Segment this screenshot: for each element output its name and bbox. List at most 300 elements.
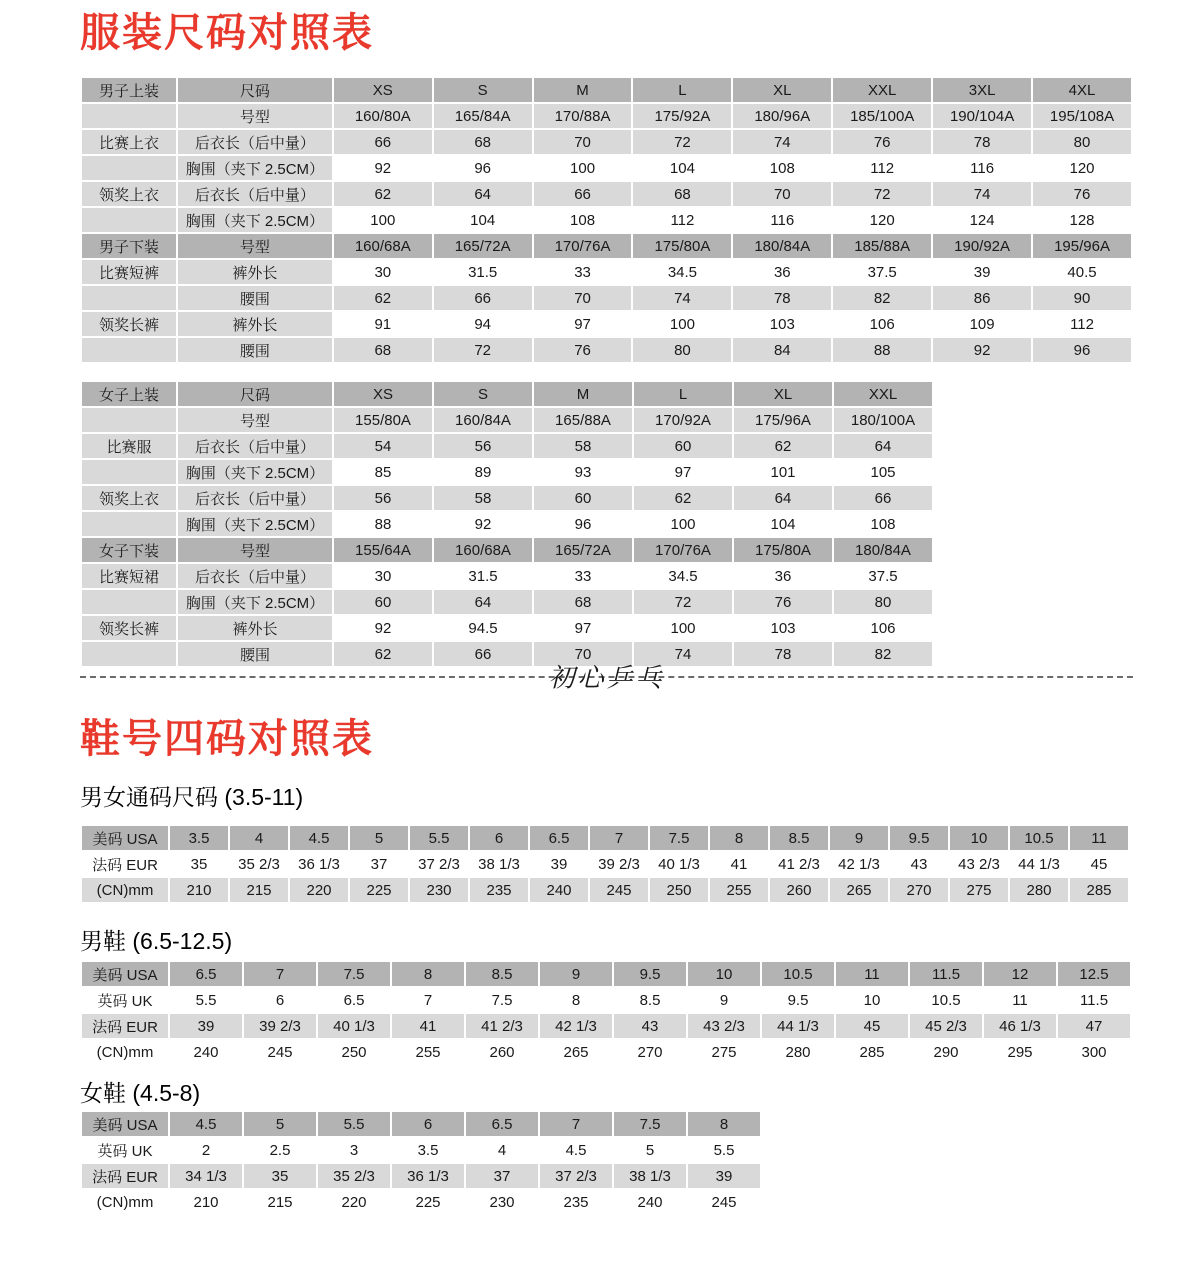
women-clothing-size-table-grid bbox=[80, 380, 934, 668]
value-cell: 92 bbox=[433, 511, 533, 537]
value-cell: 39 bbox=[932, 259, 1032, 285]
value-cell: 54 bbox=[333, 433, 433, 459]
table-row bbox=[81, 1013, 1131, 1039]
value-cell: 6.5 bbox=[529, 825, 589, 851]
value-cell: XL bbox=[732, 77, 832, 103]
value-cell: 66 bbox=[833, 485, 933, 511]
value-cell: 100 bbox=[633, 615, 733, 641]
value-cell: 4.5 bbox=[169, 1111, 243, 1137]
value-cell: 94 bbox=[433, 311, 533, 337]
value-cell: 10 bbox=[835, 987, 909, 1013]
row-label-cell: 腰围 bbox=[177, 285, 333, 311]
row-label-cell: (CN)mm bbox=[81, 1189, 169, 1215]
table-row bbox=[81, 181, 1132, 207]
row-label-cell: 美码 USA bbox=[81, 1111, 169, 1137]
row-label-cell: 英码 UK bbox=[81, 1137, 169, 1163]
row-label-cell: 胸围（夹下 2.5CM） bbox=[177, 155, 333, 181]
row-label-cell: 号型 bbox=[177, 233, 333, 259]
table-row bbox=[81, 563, 933, 589]
value-cell: M bbox=[533, 381, 633, 407]
row-label-cell: 英码 UK bbox=[81, 987, 169, 1013]
value-cell: 5.5 bbox=[409, 825, 469, 851]
value-cell: 100 bbox=[533, 155, 633, 181]
value-cell: 72 bbox=[433, 337, 533, 363]
row-label-cell: 腰围 bbox=[177, 641, 333, 667]
value-cell: 270 bbox=[613, 1039, 687, 1065]
value-cell: 93 bbox=[533, 459, 633, 485]
table-row bbox=[81, 589, 933, 615]
value-cell: 41 2/3 bbox=[465, 1013, 539, 1039]
value-cell: 165/72A bbox=[533, 537, 633, 563]
value-cell: 106 bbox=[833, 615, 933, 641]
row-label-cell: 裤外长 bbox=[177, 615, 333, 641]
table-row bbox=[81, 511, 933, 537]
value-cell: 109 bbox=[932, 311, 1032, 337]
value-cell: 215 bbox=[229, 877, 289, 903]
value-cell: S bbox=[433, 77, 533, 103]
value-cell: 78 bbox=[732, 285, 832, 311]
value-cell: 35 bbox=[169, 851, 229, 877]
value-cell: 4 bbox=[465, 1137, 539, 1163]
value-cell: 108 bbox=[732, 155, 832, 181]
value-cell: 66 bbox=[433, 285, 533, 311]
value-cell: 70 bbox=[533, 129, 633, 155]
value-cell: 43 2/3 bbox=[949, 851, 1009, 877]
value-cell: 2 bbox=[169, 1137, 243, 1163]
value-cell: 8.5 bbox=[769, 825, 829, 851]
row-label-cell: 领奖长裤 bbox=[81, 615, 177, 641]
value-cell: 76 bbox=[1032, 181, 1132, 207]
value-cell: 72 bbox=[832, 181, 932, 207]
value-cell: 255 bbox=[391, 1039, 465, 1065]
value-cell: 84 bbox=[732, 337, 832, 363]
women-clothing-size-table bbox=[80, 380, 1133, 668]
value-cell: 85 bbox=[333, 459, 433, 485]
value-cell: 10.5 bbox=[909, 987, 983, 1013]
value-cell: 180/84A bbox=[732, 233, 832, 259]
value-cell: 11.5 bbox=[909, 961, 983, 987]
value-cell: 195/96A bbox=[1032, 233, 1132, 259]
value-cell: 43 2/3 bbox=[687, 1013, 761, 1039]
value-cell: 103 bbox=[733, 615, 833, 641]
men-shoe-size-table-grid bbox=[80, 960, 1132, 1066]
value-cell: 94.5 bbox=[433, 615, 533, 641]
row-label-cell: 裤外长 bbox=[177, 259, 333, 285]
value-cell: 97 bbox=[633, 459, 733, 485]
value-cell: 92 bbox=[333, 155, 433, 181]
value-cell: 47 bbox=[1057, 1013, 1131, 1039]
shoe-section-title: 鞋号四码对照表 bbox=[80, 717, 374, 761]
value-cell: 6.5 bbox=[465, 1111, 539, 1137]
women-shoe-subtitle: 女鞋 (4.5-8) bbox=[80, 1080, 201, 1106]
value-cell: 70 bbox=[533, 641, 633, 667]
value-cell: 165/72A bbox=[433, 233, 533, 259]
value-cell: 12.5 bbox=[1057, 961, 1131, 987]
row-label-cell: 男子下装 bbox=[81, 233, 177, 259]
row-label-cell: 领奖长裤 bbox=[81, 311, 177, 337]
value-cell: XXL bbox=[833, 381, 933, 407]
value-cell: 155/80A bbox=[333, 407, 433, 433]
value-cell: 88 bbox=[832, 337, 932, 363]
value-cell: 160/68A bbox=[333, 233, 433, 259]
table-row bbox=[81, 77, 1132, 103]
value-cell: 175/80A bbox=[632, 233, 732, 259]
value-cell: 104 bbox=[632, 155, 732, 181]
value-cell: 175/92A bbox=[632, 103, 732, 129]
table-row bbox=[81, 825, 1129, 851]
value-cell: 240 bbox=[169, 1039, 243, 1065]
value-cell: 78 bbox=[733, 641, 833, 667]
value-cell: 10.5 bbox=[761, 961, 835, 987]
value-cell: 42 1/3 bbox=[829, 851, 889, 877]
value-cell: 10 bbox=[687, 961, 761, 987]
value-cell: 60 bbox=[533, 485, 633, 511]
row-label-cell: 比赛服 bbox=[81, 433, 177, 459]
value-cell: 35 2/3 bbox=[229, 851, 289, 877]
value-cell: 100 bbox=[333, 207, 433, 233]
value-cell: 7 bbox=[243, 961, 317, 987]
value-cell: 225 bbox=[349, 877, 409, 903]
value-cell: 5.5 bbox=[169, 987, 243, 1013]
value-cell: 76 bbox=[733, 589, 833, 615]
value-cell: 9 bbox=[829, 825, 889, 851]
value-cell: 245 bbox=[589, 877, 649, 903]
table-row bbox=[81, 337, 1132, 363]
value-cell: 96 bbox=[533, 511, 633, 537]
value-cell: 39 bbox=[687, 1163, 761, 1189]
row-label-cell: 男子上装 bbox=[81, 77, 177, 103]
value-cell: 37 2/3 bbox=[409, 851, 469, 877]
value-cell: 108 bbox=[533, 207, 633, 233]
table-row bbox=[81, 485, 933, 511]
value-cell: 34.5 bbox=[633, 563, 733, 589]
value-cell: 62 bbox=[633, 485, 733, 511]
value-cell: 8 bbox=[391, 961, 465, 987]
value-cell: 36 1/3 bbox=[391, 1163, 465, 1189]
value-cell: 160/84A bbox=[433, 407, 533, 433]
women-shoe-size-table bbox=[80, 1110, 1133, 1216]
value-cell: 295 bbox=[983, 1039, 1057, 1065]
value-cell: 74 bbox=[633, 641, 733, 667]
value-cell: 36 1/3 bbox=[289, 851, 349, 877]
row-label-cell: 号型 bbox=[177, 537, 333, 563]
value-cell: 41 bbox=[391, 1013, 465, 1039]
table-row bbox=[81, 1111, 761, 1137]
table-row bbox=[81, 207, 1132, 233]
value-cell: 40 1/3 bbox=[649, 851, 709, 877]
value-cell: 210 bbox=[169, 1189, 243, 1215]
table-row bbox=[81, 233, 1132, 259]
row-label-cell: 胸围（夹下 2.5CM） bbox=[177, 589, 333, 615]
value-cell: 39 bbox=[529, 851, 589, 877]
value-cell: 5.5 bbox=[317, 1111, 391, 1137]
value-cell: 240 bbox=[613, 1189, 687, 1215]
table-row bbox=[81, 311, 1132, 337]
value-cell: 43 bbox=[613, 1013, 687, 1039]
value-cell: 255 bbox=[709, 877, 769, 903]
table-row bbox=[81, 537, 933, 563]
value-cell: 260 bbox=[465, 1039, 539, 1065]
men-clothing-size-table bbox=[80, 76, 1133, 364]
unisex-shoe-size-table bbox=[80, 824, 1133, 904]
value-cell: 5 bbox=[243, 1111, 317, 1137]
row-label-cell: 后衣长（后中量） bbox=[177, 563, 333, 589]
value-cell: 160/68A bbox=[433, 537, 533, 563]
value-cell: 64 bbox=[433, 181, 533, 207]
value-cell: XXL bbox=[832, 77, 932, 103]
row-label-cell: 后衣长（后中量） bbox=[177, 433, 333, 459]
value-cell: 90 bbox=[1032, 285, 1132, 311]
value-cell: 6.5 bbox=[317, 987, 391, 1013]
value-cell: 58 bbox=[433, 485, 533, 511]
value-cell: 4.5 bbox=[289, 825, 349, 851]
value-cell: 225 bbox=[391, 1189, 465, 1215]
table-row bbox=[81, 1137, 761, 1163]
value-cell: 101 bbox=[733, 459, 833, 485]
value-cell: 30 bbox=[333, 563, 433, 589]
value-cell: 265 bbox=[829, 877, 889, 903]
value-cell: 56 bbox=[333, 485, 433, 511]
value-cell: 8 bbox=[539, 987, 613, 1013]
value-cell: 170/76A bbox=[533, 233, 633, 259]
value-cell: 68 bbox=[632, 181, 732, 207]
value-cell: 56 bbox=[433, 433, 533, 459]
row-label-cell: 号型 bbox=[177, 103, 333, 129]
value-cell: 210 bbox=[169, 877, 229, 903]
value-cell: 285 bbox=[835, 1039, 909, 1065]
value-cell: 70 bbox=[533, 285, 633, 311]
value-cell: M bbox=[533, 77, 633, 103]
value-cell: 9 bbox=[687, 987, 761, 1013]
value-cell: 96 bbox=[1032, 337, 1132, 363]
value-cell: 40.5 bbox=[1032, 259, 1132, 285]
value-cell: 6 bbox=[243, 987, 317, 1013]
value-cell: 89 bbox=[433, 459, 533, 485]
value-cell: 116 bbox=[732, 207, 832, 233]
value-cell: 9.5 bbox=[889, 825, 949, 851]
value-cell: 58 bbox=[533, 433, 633, 459]
value-cell: 275 bbox=[949, 877, 1009, 903]
value-cell: 88 bbox=[333, 511, 433, 537]
row-label-cell: 领奖上衣 bbox=[81, 485, 177, 511]
value-cell: 68 bbox=[533, 589, 633, 615]
men-shoe-subtitle: 男鞋 (6.5-12.5) bbox=[80, 928, 233, 954]
value-cell: 120 bbox=[1032, 155, 1132, 181]
value-cell: 36 bbox=[732, 259, 832, 285]
value-cell: 2.5 bbox=[243, 1137, 317, 1163]
value-cell: 11 bbox=[1069, 825, 1129, 851]
value-cell: 280 bbox=[761, 1039, 835, 1065]
value-cell: 175/80A bbox=[733, 537, 833, 563]
row-label-cell: (CN)mm bbox=[81, 877, 169, 903]
value-cell: 9 bbox=[539, 961, 613, 987]
row-label-cell: 尺码 bbox=[177, 77, 333, 103]
unisex-shoe-group bbox=[80, 784, 1133, 904]
row-label-cell: 女子上装 bbox=[81, 381, 177, 407]
value-cell: 91 bbox=[333, 311, 433, 337]
men-shoe-group bbox=[80, 928, 1133, 1066]
value-cell: 265 bbox=[539, 1039, 613, 1065]
value-cell: 220 bbox=[317, 1189, 391, 1215]
row-label-cell bbox=[81, 337, 177, 363]
value-cell: 33 bbox=[533, 563, 633, 589]
value-cell: 170/92A bbox=[633, 407, 733, 433]
value-cell: 42 1/3 bbox=[539, 1013, 613, 1039]
unisex-shoe-size-table-grid bbox=[80, 824, 1130, 904]
value-cell: 9.5 bbox=[761, 987, 835, 1013]
value-cell: 10 bbox=[949, 825, 1009, 851]
value-cell: 82 bbox=[833, 641, 933, 667]
value-cell: 31.5 bbox=[433, 259, 533, 285]
table-row bbox=[81, 1163, 761, 1189]
value-cell: 185/88A bbox=[832, 233, 932, 259]
value-cell: 8.5 bbox=[613, 987, 687, 1013]
row-label-cell: 裤外长 bbox=[177, 311, 333, 337]
women-shoe-size-table-grid bbox=[80, 1110, 762, 1216]
row-label-cell: 美码 USA bbox=[81, 825, 169, 851]
row-label-cell: 法码 EUR bbox=[81, 1163, 169, 1189]
value-cell: 5.5 bbox=[687, 1137, 761, 1163]
value-cell: 7.5 bbox=[613, 1111, 687, 1137]
value-cell: 92 bbox=[333, 615, 433, 641]
value-cell: 80 bbox=[632, 337, 732, 363]
row-label-cell bbox=[81, 511, 177, 537]
unisex-shoe-subtitle: 男女通码尺码 (3.5-11) bbox=[80, 784, 304, 810]
table-row bbox=[81, 459, 933, 485]
value-cell: 34 1/3 bbox=[169, 1163, 243, 1189]
table-row bbox=[81, 615, 933, 641]
value-cell: 240 bbox=[529, 877, 589, 903]
value-cell: 104 bbox=[433, 207, 533, 233]
value-cell: 250 bbox=[649, 877, 709, 903]
value-cell: 45 bbox=[835, 1013, 909, 1039]
value-cell: 97 bbox=[533, 615, 633, 641]
value-cell: 66 bbox=[533, 181, 633, 207]
row-label-cell: 胸围（夹下 2.5CM） bbox=[177, 207, 333, 233]
value-cell: 220 bbox=[289, 877, 349, 903]
value-cell: 40 1/3 bbox=[317, 1013, 391, 1039]
row-label-cell bbox=[81, 207, 177, 233]
value-cell: 116 bbox=[932, 155, 1032, 181]
table-row bbox=[81, 285, 1132, 311]
watermark-text: 初心乒乓 bbox=[548, 663, 665, 694]
value-cell: 39 bbox=[169, 1013, 243, 1039]
value-cell: 97 bbox=[533, 311, 633, 337]
row-label-cell: 尺码 bbox=[177, 381, 333, 407]
value-cell: 120 bbox=[832, 207, 932, 233]
row-label-cell: 比赛上衣 bbox=[81, 129, 177, 155]
value-cell: 290 bbox=[909, 1039, 983, 1065]
table-row bbox=[81, 987, 1131, 1013]
value-cell: 37 bbox=[465, 1163, 539, 1189]
value-cell: 80 bbox=[833, 589, 933, 615]
row-label-cell bbox=[81, 155, 177, 181]
value-cell: 235 bbox=[539, 1189, 613, 1215]
value-cell: 44 1/3 bbox=[761, 1013, 835, 1039]
row-label-cell bbox=[81, 407, 177, 433]
value-cell: 62 bbox=[333, 641, 433, 667]
table-row bbox=[81, 851, 1129, 877]
value-cell: 3.5 bbox=[169, 825, 229, 851]
row-label-cell: 后衣长（后中量） bbox=[177, 181, 333, 207]
value-cell: XS bbox=[333, 77, 433, 103]
row-label-cell: 法码 EUR bbox=[81, 851, 169, 877]
row-label-cell: 胸围（夹下 2.5CM） bbox=[177, 459, 333, 485]
value-cell: 82 bbox=[832, 285, 932, 311]
value-cell: 4 bbox=[229, 825, 289, 851]
value-cell: 74 bbox=[732, 129, 832, 155]
table-row bbox=[81, 433, 933, 459]
value-cell: 11.5 bbox=[1057, 987, 1131, 1013]
value-cell: S bbox=[433, 381, 533, 407]
table-row bbox=[81, 259, 1132, 285]
value-cell: 11 bbox=[835, 961, 909, 987]
value-cell: 4.5 bbox=[539, 1137, 613, 1163]
value-cell: 195/108A bbox=[1032, 103, 1132, 129]
value-cell: 74 bbox=[932, 181, 1032, 207]
value-cell: 8 bbox=[687, 1111, 761, 1137]
value-cell: 37.5 bbox=[832, 259, 932, 285]
row-label-cell bbox=[81, 641, 177, 667]
value-cell: 7.5 bbox=[649, 825, 709, 851]
value-cell: 80 bbox=[1032, 129, 1132, 155]
value-cell: 92 bbox=[932, 337, 1032, 363]
table-row bbox=[81, 103, 1132, 129]
table-row bbox=[81, 407, 933, 433]
value-cell: 70 bbox=[732, 181, 832, 207]
value-cell: 38 1/3 bbox=[469, 851, 529, 877]
value-cell: 190/104A bbox=[932, 103, 1032, 129]
value-cell: 270 bbox=[889, 877, 949, 903]
value-cell: 44 1/3 bbox=[1009, 851, 1069, 877]
table-row bbox=[81, 1039, 1131, 1065]
section-divider bbox=[80, 663, 1133, 694]
value-cell: 45 bbox=[1069, 851, 1129, 877]
men-clothing-size-table-grid bbox=[80, 76, 1133, 364]
value-cell: 105 bbox=[833, 459, 933, 485]
value-cell: 5 bbox=[349, 825, 409, 851]
value-cell: 11 bbox=[983, 987, 1057, 1013]
value-cell: 46 1/3 bbox=[983, 1013, 1057, 1039]
value-cell: 165/88A bbox=[533, 407, 633, 433]
row-label-cell bbox=[81, 103, 177, 129]
value-cell: 112 bbox=[1032, 311, 1132, 337]
value-cell: 285 bbox=[1069, 877, 1129, 903]
value-cell: 106 bbox=[832, 311, 932, 337]
value-cell: 230 bbox=[465, 1189, 539, 1215]
value-cell: 72 bbox=[633, 589, 733, 615]
table-row bbox=[81, 155, 1132, 181]
value-cell: 245 bbox=[243, 1039, 317, 1065]
value-cell: 180/100A bbox=[833, 407, 933, 433]
value-cell: 37 2/3 bbox=[539, 1163, 613, 1189]
value-cell: 170/76A bbox=[633, 537, 733, 563]
value-cell: 64 bbox=[733, 485, 833, 511]
value-cell: XL bbox=[733, 381, 833, 407]
row-label-cell: 美码 USA bbox=[81, 961, 169, 987]
row-label-cell bbox=[81, 285, 177, 311]
value-cell: 250 bbox=[317, 1039, 391, 1065]
value-cell: 6 bbox=[469, 825, 529, 851]
value-cell: 300 bbox=[1057, 1039, 1131, 1065]
value-cell: 62 bbox=[333, 181, 433, 207]
table-row bbox=[81, 129, 1132, 155]
value-cell: 35 2/3 bbox=[317, 1163, 391, 1189]
value-cell: 160/80A bbox=[333, 103, 433, 129]
row-label-cell: 比赛短裤 bbox=[81, 259, 177, 285]
value-cell: 260 bbox=[769, 877, 829, 903]
clothing-section-title: 服装尺码对照表 bbox=[80, 11, 374, 55]
